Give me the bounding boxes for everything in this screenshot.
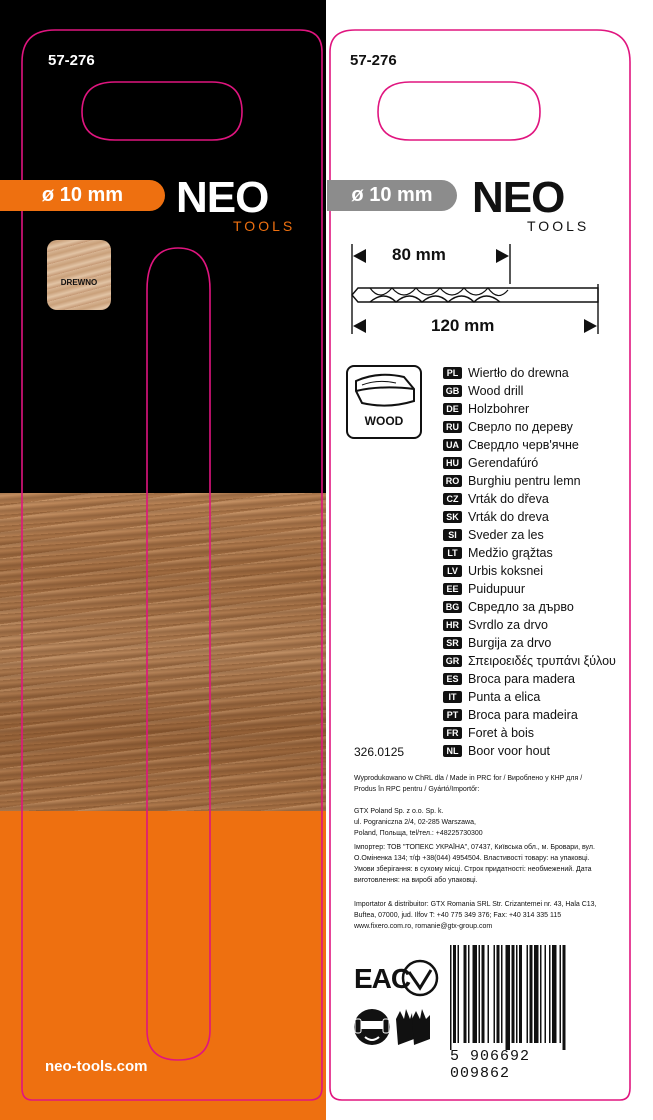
language-translation: Свердло черв'ячне: [468, 438, 579, 452]
barcode-bar: [530, 945, 533, 1043]
importer-poland-address1: ul. Pograniczna 2/4, 02-285 Warszawa,: [354, 819, 476, 826]
barcode-bar: [453, 945, 456, 1043]
origin-text: Wyprodukowano w ChRL dla / Made in PRC for / Вироблено у КНР для / Produs în RPC pentru / Gyártó/Importőr:: [354, 775, 583, 793]
language-code-badge: CZ: [443, 493, 462, 505]
barcode-bar: [473, 945, 478, 1043]
barcode-bar: [534, 945, 539, 1043]
language-code-badge: HR: [443, 619, 462, 631]
barcode-bar: [527, 945, 529, 1043]
barcode-bar: [563, 945, 566, 1050]
language-translation: Svrdlo za drvo: [468, 618, 548, 632]
language-row: [443, 366, 569, 384]
language-code-badge: RU: [443, 421, 462, 433]
article-number: 326.0125: [354, 745, 405, 759]
eac-mark-icon: EAC: [354, 963, 411, 994]
language-translation: Urbis koksnei: [468, 564, 544, 578]
language-code-badge: GR: [443, 655, 462, 667]
dimension-total-length: 120 mm: [431, 316, 495, 335]
language-code-badge: GB: [443, 385, 462, 397]
barcode-bar: [488, 945, 490, 1043]
language-row: [443, 582, 525, 600]
wood-material-icon: [346, 365, 422, 439]
barcode-bar: [552, 945, 557, 1043]
barcode-bar: [560, 945, 562, 1043]
language-translation: Свредло за дърво: [468, 600, 574, 614]
barcode-bar: [468, 945, 470, 1043]
language-translation: Punta a elica: [468, 690, 541, 704]
barcode-bar: [540, 945, 542, 1043]
barcode-bar: [494, 945, 496, 1043]
gloves-icon: [392, 1005, 434, 1049]
language-code-badge: SI: [443, 529, 462, 541]
barcode-bar: [506, 945, 511, 1050]
language-row: [443, 600, 574, 618]
language-translation: Gerendafúró: [468, 456, 539, 470]
barcode: [448, 945, 600, 1050]
barcode-bar: [482, 945, 485, 1043]
product-code-left: 57-276: [48, 52, 95, 69]
brand-logo-left: NEO: [176, 173, 269, 222]
language-row: [443, 384, 523, 402]
ear-eye-protection-icon: [352, 1005, 392, 1049]
language-row: [443, 402, 529, 420]
product-code-right: 57-276: [350, 52, 397, 69]
barcode-bar: [545, 945, 547, 1043]
language-translation: Foret à bois: [468, 726, 535, 740]
language-row: [443, 672, 575, 690]
language-row: [443, 474, 581, 492]
language-translation: Puidupuur: [468, 582, 525, 596]
brand-sub-right: TOOLS: [527, 218, 590, 234]
language-translation: Burgija za drvo: [468, 636, 552, 650]
language-translation: Broca para madera: [468, 672, 576, 686]
barcode-bar: [549, 945, 551, 1043]
language-row: [443, 456, 538, 474]
importer-romania: Importator & distribuitor: GTX Romania SRL Str. Crizantemei nr. 43, Hala C13, Buftea, 07000, jud. Ilfov T: +40 775 349 376; Fax: +40 314 335 115 www.fixero.com.ro, romanie@gtx-group.com: [354, 901, 597, 930]
wood-icon-label: WOOD: [364, 414, 404, 428]
language-code-badge: RO: [443, 475, 462, 487]
barcode-bar: [501, 945, 503, 1043]
language-translation: Σπειροειδές τρυπάνι ξύλου: [468, 654, 616, 668]
barcode-number: 5 906692 009862: [450, 1048, 531, 1082]
barcode-bar: [512, 945, 515, 1043]
barcode-bar: [519, 945, 522, 1043]
language-code-badge: HU: [443, 457, 462, 469]
language-code-badge: BG: [443, 601, 462, 613]
language-translation: Сверло по дереву: [468, 420, 573, 434]
importer-ukraine: Імпортер: ТОВ "ТОПЕКС УКРАЇНА", 07437, Київська обл., м. Бровари, вул. О.Оміненка 134; т/ф +38(044) 4954504. Властивості товару: на упаковці. Умови зберігання: в сухому місці. Строк придатності: необмежений. Дата виготовлення: на виробі або упаковці.: [354, 844, 595, 884]
language-row: [443, 618, 548, 636]
language-row: [443, 492, 549, 510]
language-row: [443, 438, 579, 456]
barcode-bar: [458, 945, 460, 1043]
language-translation: Medžio grąžtas: [468, 546, 553, 560]
language-row: [443, 420, 573, 438]
language-code-badge: LV: [443, 565, 462, 577]
language-row: [443, 708, 578, 726]
diameter-badge-left: ø 10 mm: [0, 180, 165, 211]
language-code-badge: IT: [443, 691, 462, 703]
language-translation: Vrták do dreva: [468, 510, 549, 524]
website-url: neo-tools.com: [45, 1058, 148, 1075]
language-code-badge: NL: [443, 745, 462, 757]
language-code-badge: SK: [443, 511, 462, 523]
language-code-badge: PT: [443, 709, 462, 721]
language-row: [443, 564, 543, 582]
barcode-bar: [464, 945, 467, 1043]
importer-poland: [354, 806, 604, 839]
language-code-badge: ES: [443, 673, 462, 685]
language-row: [443, 744, 550, 762]
language-row: [443, 546, 553, 564]
language-translation: Burghiu pentru lemn: [468, 474, 581, 488]
language-code-badge: FR: [443, 727, 462, 739]
barcode-bar: [516, 945, 518, 1043]
barcode-bar: [450, 945, 452, 1050]
diameter-badge-right: ø 10 mm: [327, 180, 457, 211]
language-code-badge: LT: [443, 547, 462, 559]
language-row: [443, 654, 616, 672]
importer-poland-address2: Poland, Польща, tel/тел.: +48225730300: [354, 830, 483, 837]
language-row: [443, 510, 549, 528]
wood-sample-swatch: [47, 240, 111, 310]
language-code-badge: EE: [443, 583, 462, 595]
importer-poland-name: GTX Poland Sp. z o.o. Sp. k.: [354, 808, 444, 815]
language-translation: Wiertło do drewna: [468, 366, 569, 380]
language-translation: Boor voor hout: [468, 744, 550, 758]
language-row: [443, 690, 540, 708]
language-translation: Holzbohrer: [468, 402, 530, 416]
barcode-bar: [497, 945, 500, 1043]
language-row: [443, 636, 551, 654]
language-translation: Broca para madeira: [468, 708, 578, 722]
language-code-badge: DE: [443, 403, 462, 415]
language-translation: Wood drill: [468, 384, 524, 398]
language-translation: Vrták do dřeva: [468, 492, 549, 506]
language-row: [443, 528, 544, 546]
language-code-badge: SR: [443, 637, 462, 649]
ukr-conformity-icon: [400, 958, 440, 998]
wood-plank-icon: [348, 367, 420, 415]
language-translation: Sveder za les: [468, 528, 544, 542]
language-code-badge: UA: [443, 439, 462, 451]
material-label: DREWNO: [60, 278, 98, 287]
language-row: [443, 726, 534, 744]
barcode-bar: [479, 945, 481, 1043]
brand-sub-left: TOOLS: [233, 218, 296, 234]
dimension-working-length: 80 mm: [392, 245, 446, 264]
brand-logo-right: NEO: [472, 173, 565, 222]
language-code-badge: PL: [443, 367, 462, 379]
